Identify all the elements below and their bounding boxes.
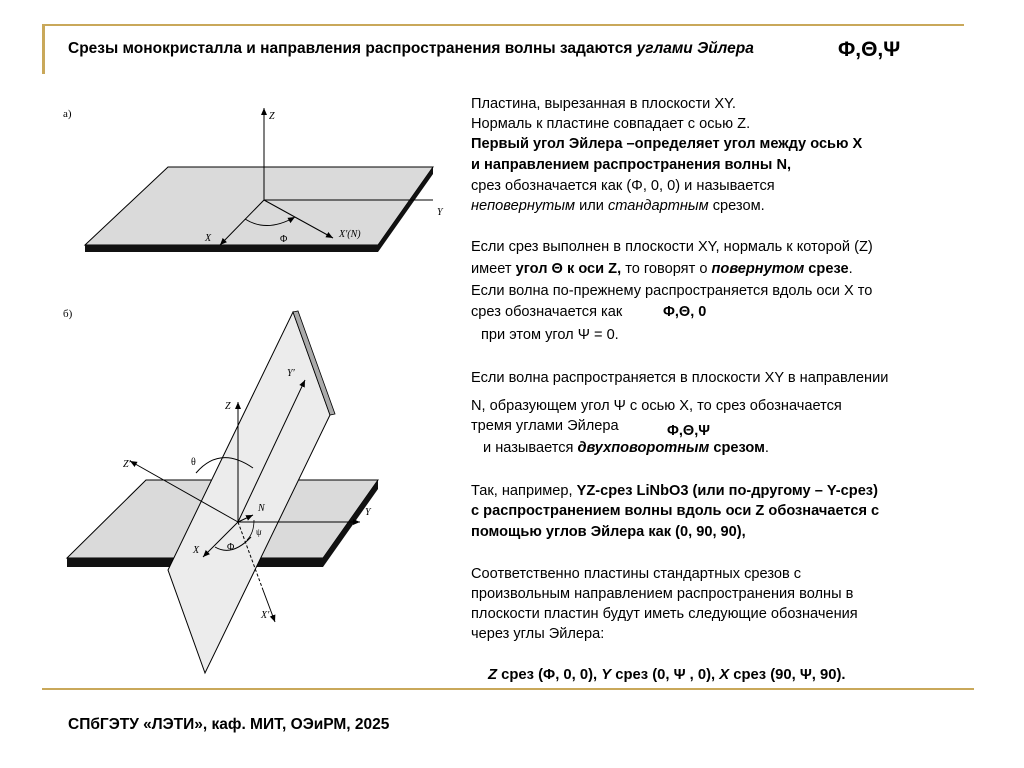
p2-formula: Φ,Θ, 0	[663, 304, 707, 320]
p3-line4	[483, 439, 769, 459]
formula-text-part: срез (Φ, 0, 0),	[497, 667, 602, 683]
p2-line2-c: то говорят о	[621, 261, 712, 277]
figure-b-label: б)	[63, 308, 73, 320]
axis-b-x-label: X	[193, 545, 200, 556]
p2-line5: при этом угол Ψ = 0.	[481, 327, 619, 343]
p3-line2: N, образующем угол Ψ с осью X, то срез обозначается	[471, 398, 842, 414]
p1-line3: Первый угол Эйлера –определяет угол между осью X	[471, 136, 863, 152]
axis-a-z-label: Z	[269, 111, 275, 122]
axis-b-xp-label: X′	[261, 610, 270, 621]
p5-line2: произвольным направлением распространения волны в	[471, 586, 854, 602]
p3-line4-c: срезом	[709, 440, 765, 456]
p4-line1-bold: YZ-срез LiNbO3 (или по-другому – Y-срез)	[576, 483, 878, 499]
formula-axis-letter: X	[719, 667, 730, 683]
euler-angles-symbols: Φ,Θ,Ψ	[838, 38, 901, 61]
p5-line3: плоскости пластин будут иметь следующие обозначения	[471, 606, 858, 622]
frame-left-rule	[42, 24, 45, 74]
p3-line4-b: двухповоротным	[577, 440, 710, 456]
angle-b-phi-label: Φ	[227, 542, 235, 553]
formula-text-part: срез (0, Ψ , 0),	[611, 667, 720, 683]
p2-line4: срез обозначается как	[471, 304, 623, 320]
standard-cuts-formula	[488, 667, 846, 683]
p2-line1: Если срез выполнен в плоскости XY, нормаль к которой (Z)	[471, 239, 873, 255]
p1-line1: Пластина, вырезанная в плоскости XY.	[471, 96, 736, 112]
formula-axis-letter: Y	[601, 667, 612, 683]
p2-line3: Если волна по-прежнему распространяется вдоль оси X то	[471, 283, 873, 299]
axis-b-y-label: Y	[365, 507, 371, 518]
p2-line2-e: срезе	[804, 261, 849, 277]
p3-line4-a: и называется	[483, 440, 578, 456]
p4-line2: с распространением волны вдоль оси Z обозначается с	[471, 503, 880, 519]
p1-line6	[471, 197, 765, 217]
p2-line2-b: угол Θ к оси Z,	[515, 261, 622, 277]
frame-bottom-rule	[42, 688, 974, 690]
angle-a-phi-label: Φ	[280, 234, 288, 245]
axis-a-y-label: Y	[437, 207, 443, 218]
p1-line6-d: срезом.	[708, 198, 765, 214]
p4-line1-plain: Так, например,	[471, 483, 577, 499]
p3-formula: Φ,Θ,Ψ	[667, 423, 710, 439]
plate-a-top	[85, 167, 433, 245]
frame-top-rule	[42, 24, 964, 26]
angle-b-theta-label: θ	[191, 457, 196, 468]
p1-line4: и направлением распространения волны N,	[471, 157, 792, 173]
formula-text-part: срез (90, Ψ, 90).	[729, 667, 846, 683]
p2-line2	[471, 260, 853, 280]
axis-a-x-label: X	[205, 233, 212, 244]
axis-b-zp-label: Z′	[123, 459, 131, 470]
axis-b-n-label: N	[258, 503, 265, 514]
p2-line2-a: имеет	[471, 261, 516, 277]
p1-line6-a: неповернутым	[471, 198, 576, 214]
p2-line2-f: .	[848, 261, 853, 277]
p1-line5: срез обозначается как (Φ, 0, 0) и называется	[471, 178, 775, 194]
p1-line6-b: или	[575, 198, 608, 214]
p1-line2: Нормаль к пластине совпадает с осью Z.	[471, 116, 751, 132]
plate-a-edge	[85, 245, 378, 252]
p3-line4-d: .	[764, 440, 769, 456]
formula-axis-letter: Z	[488, 667, 498, 683]
p2-line2-d: повернутом	[711, 261, 805, 277]
p1-line6-c: стандартным	[608, 198, 709, 214]
p3-line3: тремя углами Эйлера	[471, 418, 619, 434]
p4-line3: помощью углов Эйлера как (0, 90, 90),	[471, 524, 746, 540]
crystal-cut-diagram	[55, 95, 445, 685]
p5-line4: через углы Эйлера:	[471, 626, 605, 642]
figure-a-label: а)	[63, 108, 72, 120]
axis-a-xn-label: X′(N)	[339, 229, 361, 240]
axis-b-yp-label: Y′	[287, 368, 295, 379]
p5-line1: Соответственно пластины стандартных срезов с	[471, 566, 802, 582]
p4-line1	[471, 482, 878, 502]
p3-line1: Если волна распространяется в плоскости XY в направлении	[471, 370, 889, 386]
p4-line1-a	[471, 483, 878, 499]
footer-credit: СПбГЭТУ «ЛЭТИ», каф. МИТ, ОЭиРМ, 2025	[68, 716, 390, 733]
title-prefix: Срезы монокристалла и направления распространения волны задаются	[68, 40, 633, 57]
title-italic: углами Эйлера	[636, 40, 754, 57]
axis-b-z-label: Z	[225, 401, 231, 412]
slide-title	[68, 40, 754, 58]
angle-b-psi-label: ψ	[256, 527, 262, 537]
crystal-cut-figure	[55, 95, 445, 690]
